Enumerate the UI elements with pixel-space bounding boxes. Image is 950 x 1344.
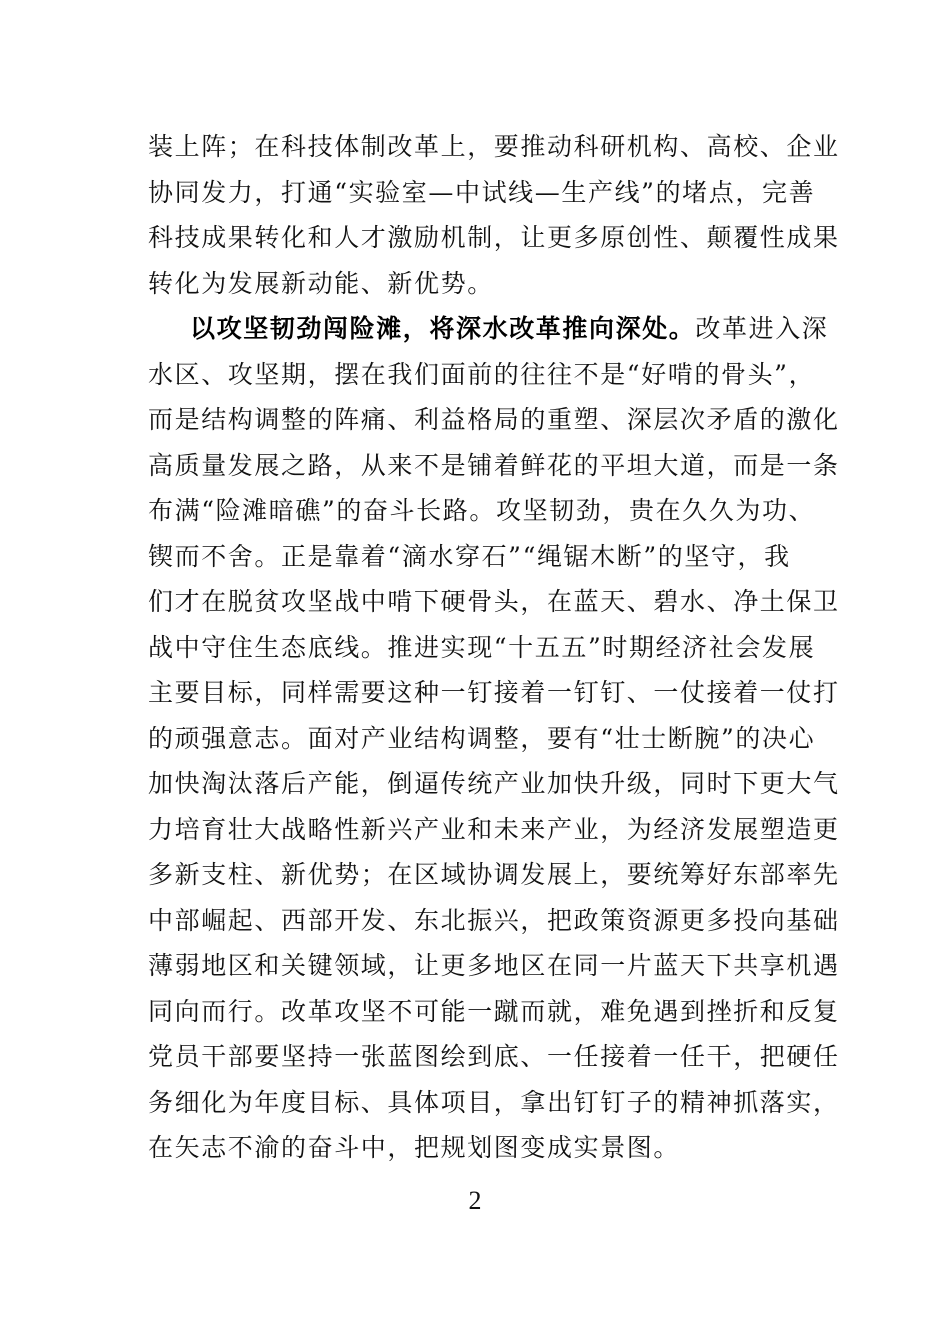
document-body [148, 124, 840, 1171]
text-line: 高质量发展之路，从来不是铺着鲜花的平坦大道，而是一条 [148, 450, 840, 480]
text-line: 同向而行。改革攻坚不可能一蹴而就，难免遇到挫折和反复 [148, 996, 840, 1026]
text-line: 水区、攻坚期，摆在我们面前的往往不是“好啃的骨头”， [148, 359, 816, 389]
text-line: 在矢志不渝的奋斗中，把规划图变成实景图。 [148, 1133, 681, 1162]
text-line: 而是结构调整的阵痛、利益格局的重塑、深层次矛盾的激化 [148, 405, 840, 434]
text-line: 战中守住生态底线。推进实现“十五五”时期经济社会发展 [148, 632, 816, 662]
text-line: 装上阵；在科技体制改革上，要推动科研机构、高校、企业 [148, 132, 840, 161]
page-number: 2 [468, 1186, 482, 1215]
paragraph-first-line [148, 306, 829, 352]
paragraph-reform [148, 306, 840, 1171]
text-line: 们才在脱贫攻坚战中啃下硬骨头，在蓝天、碧水、净土保卫 [148, 587, 840, 616]
text-line: 的顽强意志。面对产业结构调整，要有“壮士断腕”的决心 [148, 723, 816, 753]
text-line: 转化为发展新动能、新优势。 [148, 268, 494, 298]
text-line: 力培育壮大战略性新兴产业和未来产业，为经济发展塑造更 [148, 814, 840, 844]
text-line: 加快淘汰落后产能，倒逼传统产业加快升级，同时下更大气 [148, 769, 840, 798]
text-fragment: 改革进入深 [695, 314, 829, 343]
text-line: 多新支柱、新优势；在区域协调发展上，要统筹好东部率先 [148, 860, 840, 889]
paragraph-lead-sentence: 以攻坚韧劲闯险滩，将深水改革推向深处。 [190, 314, 696, 343]
text-line: 薄弱地区和关键领域，让更多地区在同一片蓝天下共享机遇 [148, 951, 840, 980]
paragraph-continuation [148, 124, 840, 306]
text-line: 科技成果转化和人才激励机制，让更多原创性、颠覆性成果 [148, 223, 840, 252]
text-line: 务细化为年度目标、具体项目，拿出钉钉子的精神抓落实， [148, 1087, 840, 1117]
text-line: 党员干部要坚持一张蓝图绘到底、一任接着一任干，把硬任 [148, 1042, 840, 1071]
text-line: 协同发力，打通“实验室—中试线—生产线”的堵点，完善 [148, 177, 816, 207]
text-line: 布满“险滩暗礁”的奋斗长路。攻坚韧劲，贵在久久为功、 [148, 496, 816, 525]
text-line: 锲而不舍。正是靠着“滴水穿石”“绳锯木断”的坚守，我 [148, 541, 791, 571]
text-line: 中部崛起、西部开发、东北振兴，把政策资源更多投向基础 [148, 905, 840, 935]
text-line: 主要目标，同样需要这种一钉接着一钉钉、一仗接着一仗打 [148, 678, 840, 707]
